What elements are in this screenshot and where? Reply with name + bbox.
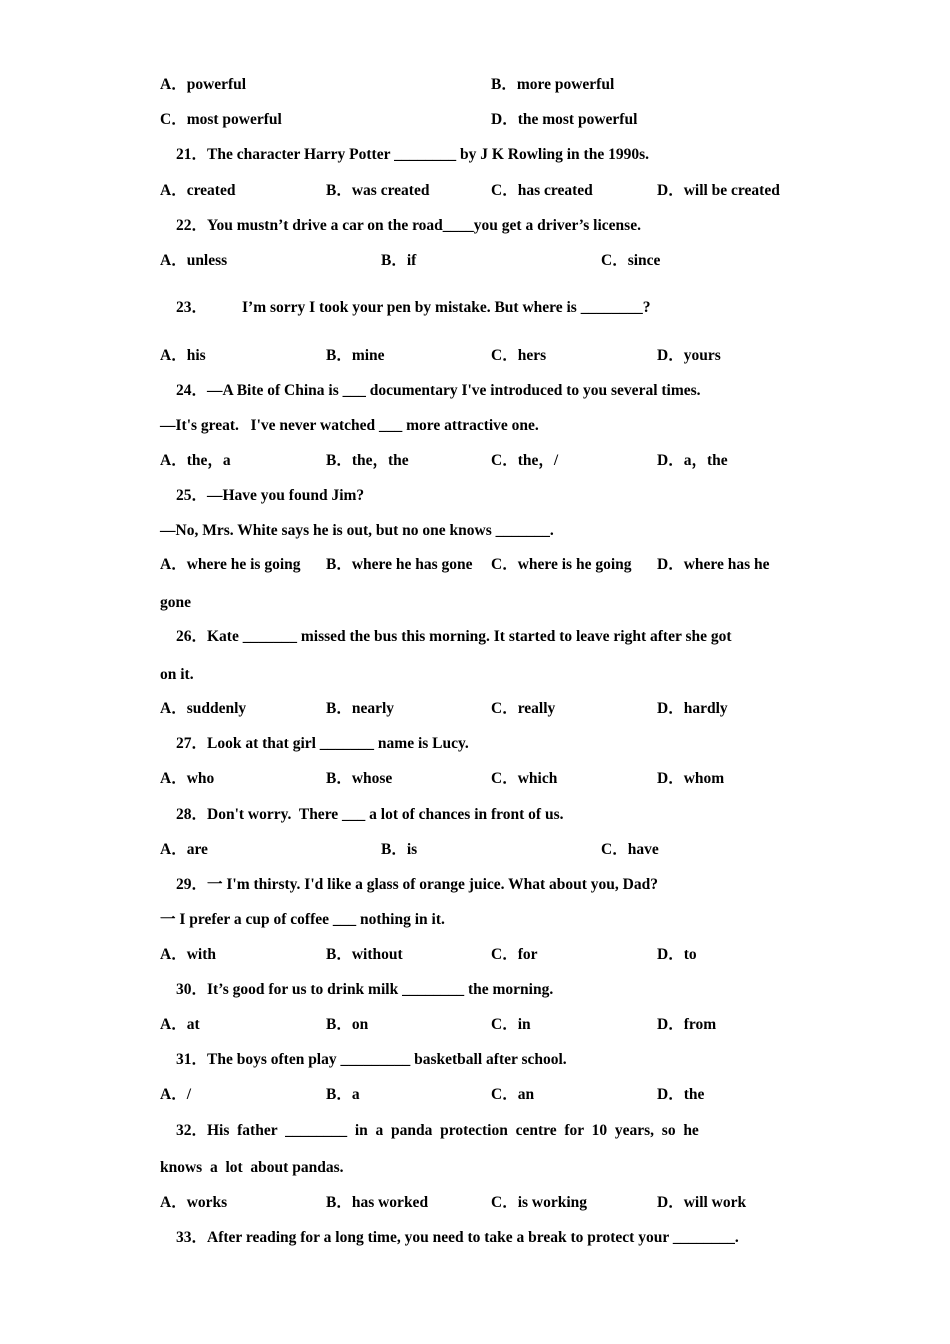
option-d: D．a，the	[657, 452, 728, 469]
question-31: 31．The boys often play _________ basketball after school.	[176, 1051, 567, 1068]
option-c: C．most powerful	[160, 111, 282, 128]
option-b: B．whose	[326, 770, 393, 787]
option-b: B．nearly	[326, 700, 395, 717]
option-d: D．whom	[657, 770, 725, 787]
question-26-line-2: on it.	[160, 666, 194, 683]
option-c: C．really	[491, 700, 556, 717]
question-25-line-2: —No, Mrs. White says he is out, but no one knows _______.	[160, 522, 554, 539]
option-d: D．will be created	[657, 182, 780, 199]
option-c: C．hers	[491, 347, 547, 364]
option-b: B．a	[326, 1086, 360, 1103]
question-32-line-2: knows a lot about pandas.	[160, 1159, 344, 1176]
option-d: D．the	[657, 1086, 705, 1103]
option-a: A．/	[160, 1086, 192, 1103]
option-a: A．works	[160, 1194, 228, 1211]
question-24-line-2: —It's great. I've never watched ___ more attractive one.	[160, 417, 539, 434]
question-23-number: 23．	[176, 299, 208, 316]
question-21: 21．The character Harry Potter ________ by J K Rowling in the 1990s.	[176, 146, 649, 163]
option-c: C．an	[491, 1086, 535, 1103]
option-a: A．the，a	[160, 452, 231, 469]
option-d: D．will work	[657, 1194, 747, 1211]
option-d: D．yours	[657, 347, 721, 364]
question-29-line-2: 一 I prefer a cup of coffee ___ nothing in it.	[160, 911, 445, 928]
question-26: 26．Kate _______ missed the bus this morning. It started to leave right after she got	[176, 628, 732, 645]
option-a: A．are	[160, 841, 208, 858]
question-24: 24．—A Bite of China is ___ documentary I've introduced to you several times.	[176, 382, 701, 399]
option-c: C．for	[491, 946, 538, 963]
question-33: 33．After reading for a long time, you need to take a break to protect your ________.	[176, 1229, 739, 1246]
option-b: B．is	[381, 841, 418, 858]
question-30: 30．It’s good for us to drink milk ________ the morning.	[176, 981, 554, 998]
option-d: D．hardly	[657, 700, 728, 717]
option-b: B．if	[381, 252, 417, 269]
option-d: D．where has he	[657, 556, 770, 573]
question-27: 27．Look at that girl _______ name is Lucy.	[176, 735, 469, 752]
question-22: 22．You mustn’t drive a car on the road____you get a driver’s license.	[176, 217, 641, 234]
option-b: B．on	[326, 1016, 369, 1033]
option-c: C．have	[601, 841, 659, 858]
option-b: B．without	[326, 946, 403, 963]
option-c: C．is working	[491, 1194, 588, 1211]
option-a: A．where he is going	[160, 556, 301, 573]
option-c: C．where is he going	[491, 556, 632, 573]
option-a: A．at	[160, 1016, 200, 1033]
option-d: D．from	[657, 1016, 717, 1033]
option-b: B．mine	[326, 347, 385, 364]
option-a: A．suddenly	[160, 700, 247, 717]
option-d: D．to	[657, 946, 697, 963]
option-b: B．the，the	[326, 452, 409, 469]
option-c: C．since	[601, 252, 661, 269]
option-d-continuation: gone	[160, 594, 191, 611]
option-c: C．the，/	[491, 452, 559, 469]
option-b: B．has worked	[326, 1194, 429, 1211]
question-28: 28．Don't worry. There ___ a lot of chances in front of us.	[176, 806, 564, 823]
question-25: 25．—Have you found Jim?	[176, 487, 365, 504]
option-d: D．the most powerful	[491, 111, 638, 128]
question-29: 29．一 I'm thirsty. I'd like a glass of orange juice. What about you, Dad?	[176, 876, 658, 893]
option-a: A．powerful	[160, 76, 247, 93]
option-b: B．more powerful	[491, 76, 615, 93]
option-b: B．where he has gone	[326, 556, 473, 573]
question-23: I’m sorry I took your pen by mistake. But where is ________?	[242, 299, 651, 316]
option-a: A．his	[160, 347, 206, 364]
option-c: C．in	[491, 1016, 531, 1033]
option-a: A．with	[160, 946, 216, 963]
option-c: C．has created	[491, 182, 593, 199]
question-32: 32．His father ________ in a panda protection centre for 10 years, so he	[176, 1122, 699, 1139]
option-a: A．who	[160, 770, 215, 787]
option-a: A．created	[160, 182, 236, 199]
option-b: B．was created	[326, 182, 430, 199]
option-c: C．which	[491, 770, 558, 787]
option-a: A．unless	[160, 252, 228, 269]
